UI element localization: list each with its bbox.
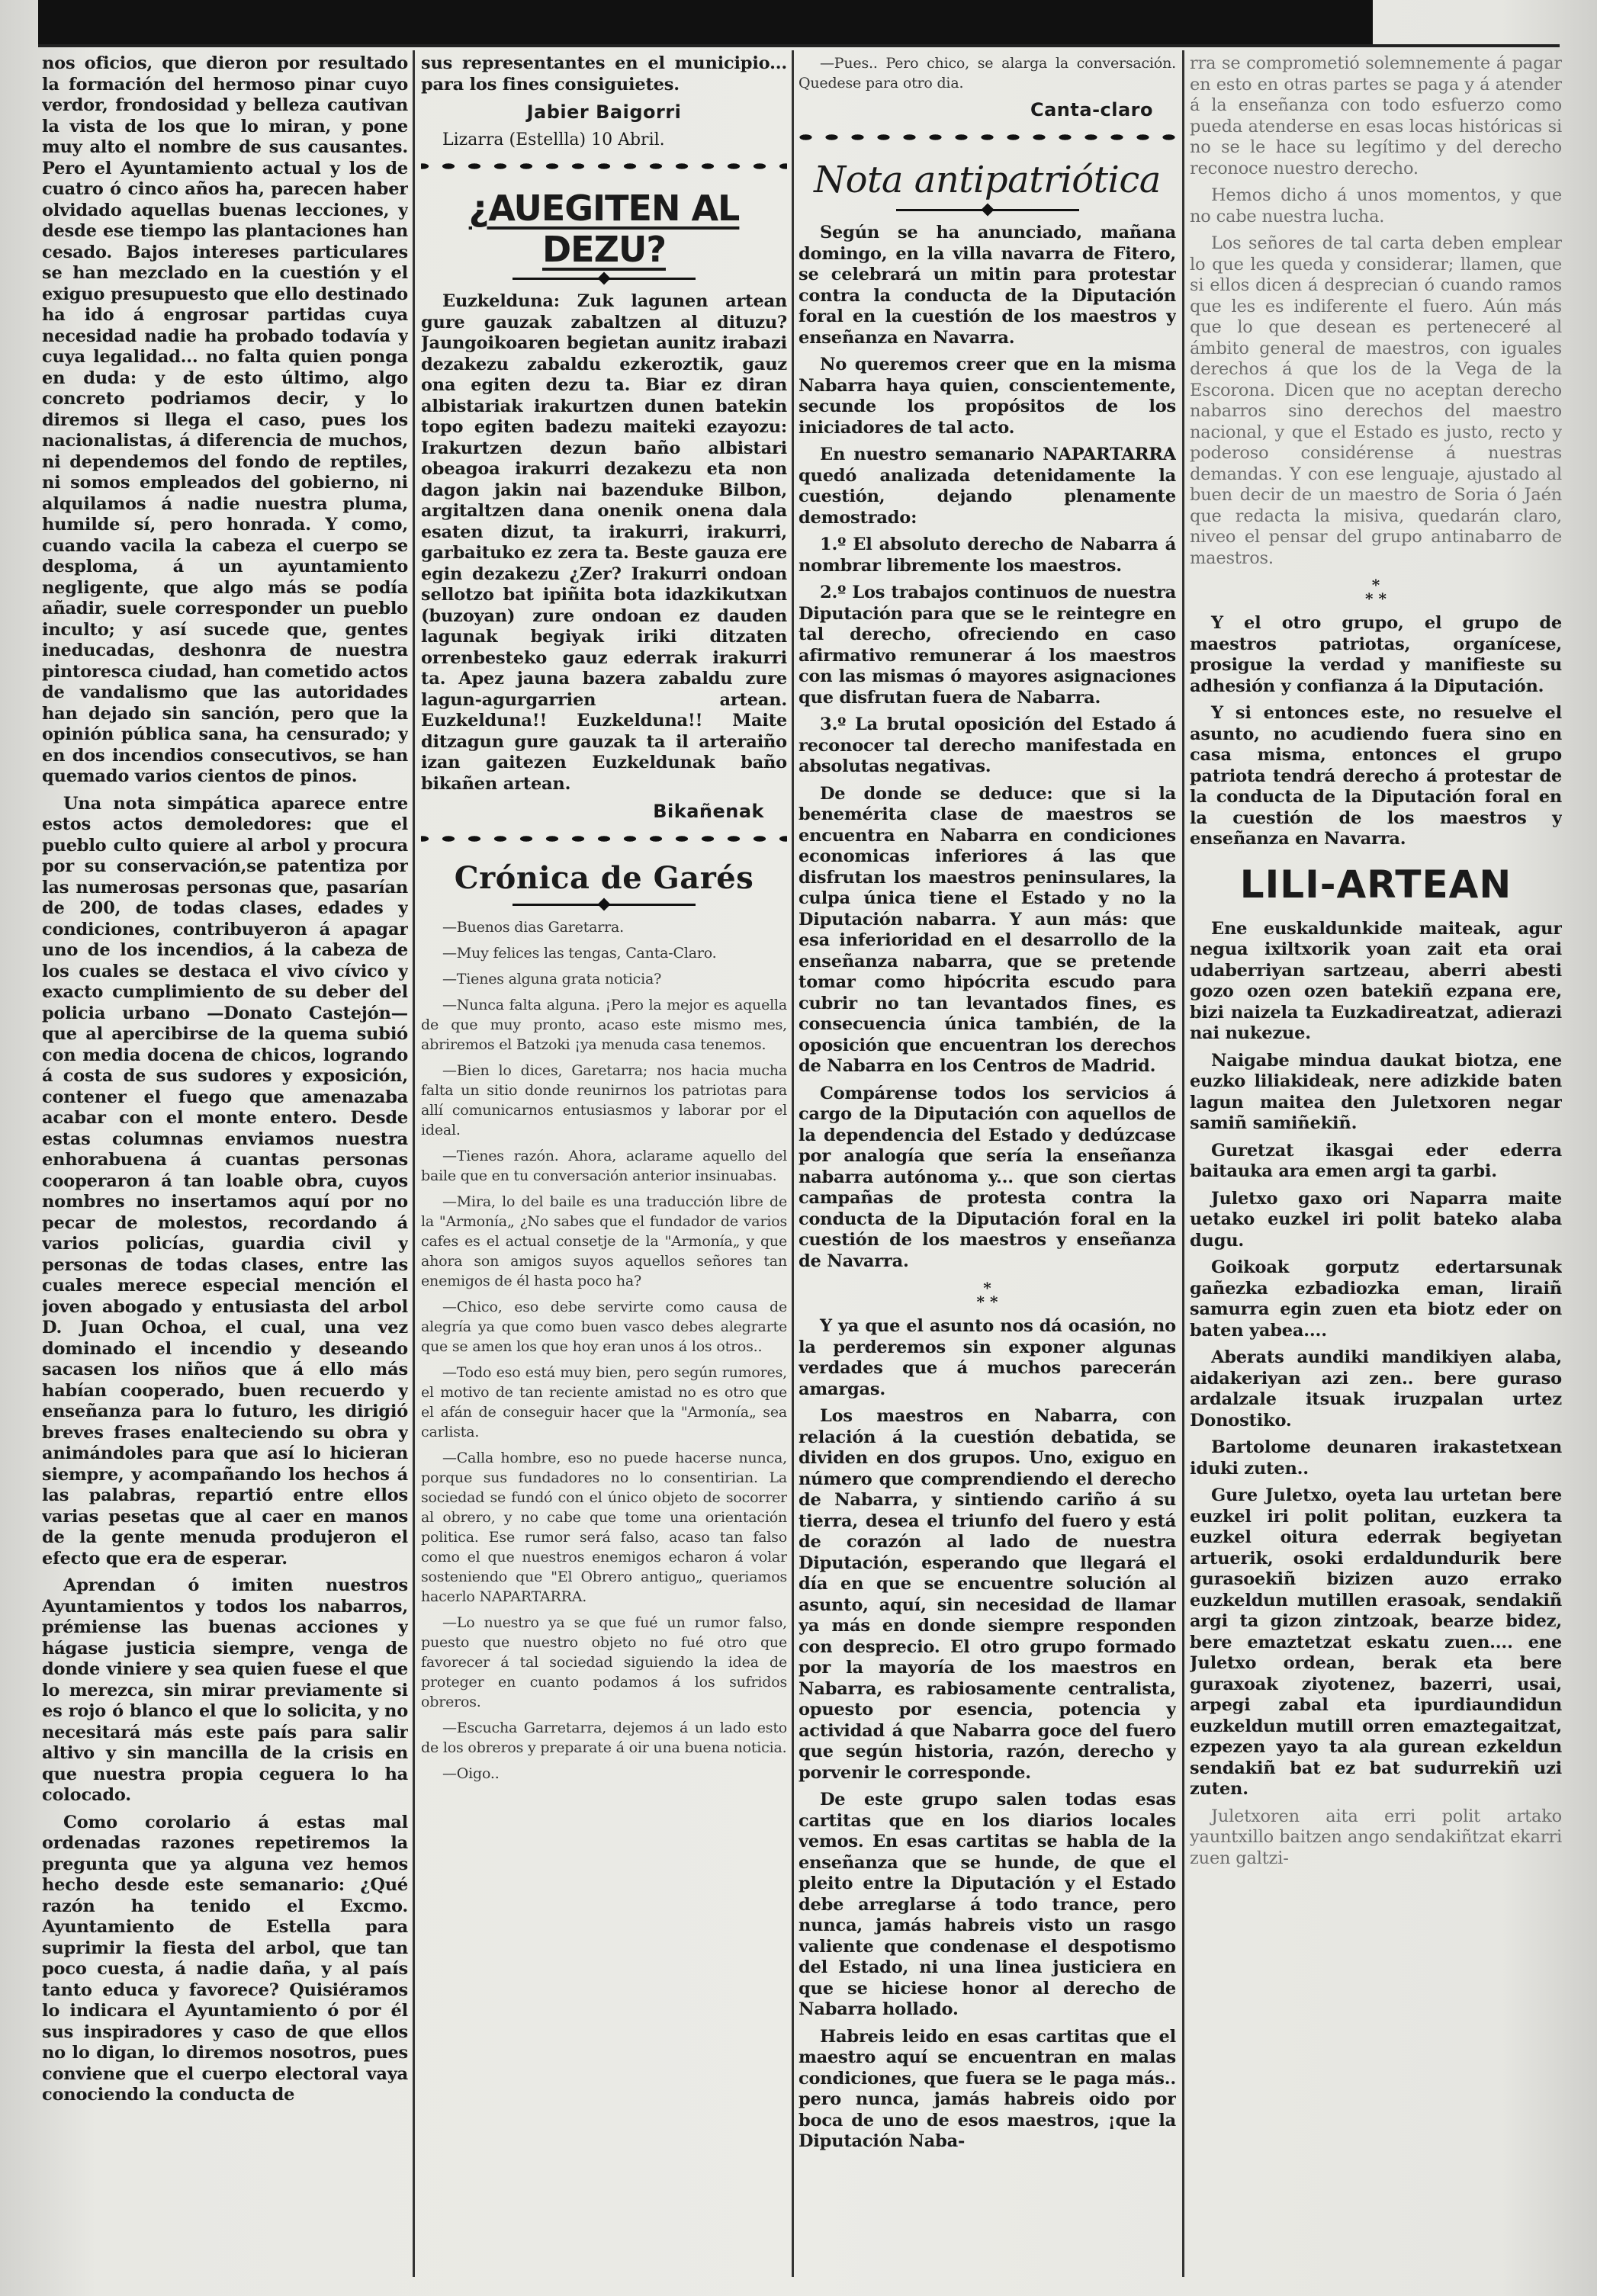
author-signature: Canta-claro — [1030, 99, 1153, 120]
article-paragraph: De este grupo salen todas esas cartitas que en los diarios locales vemos. En esas cartitas se habla de la enseñanza que se hunde, de que el pleito entre la Diputación y el Estado debe arreglarse á todo trance, pero nunca, jamás habreis visto un rasgo valiente que condenase el despotismo del Estado, ni una linea justiciera en que se hiciese honor al derecho de Nabarra hollado. — [798, 1790, 1176, 2019]
torn-header-edge — [38, 0, 1373, 44]
section-stars: * * * — [976, 1279, 998, 1311]
article-paragraph: Euzkelduna: Zuk lagunen artean gure gauzak zabaltzen al dituzu? Jaungoikoaren begietan aunitz irabazi dezakezu zabaldu ezkeroztik, gauz ona egiten dezu ta. Biar ez diran albistariak irakurtzen dunen batekin topo egiten badezu maiteki ezayozu: Irakurtzen dezun baño albistari obeagoa irakurri dezakezu eta non dagon jakin nai bazenduke Bilbon, argitaltzen dana onenik onena dala esaten dizut, ta irakurri, irakurri, garbaituko ez zera ta. Beste gauza ere egin dezakezu ¿Zer? Irakurri ondoan sellotzo bat ipiñita bota idazkikutxan (buzoyan) zure ondoan ez dauden lagunak begiyak iriki ditzaten orrenbesteko gauz ederrak irakurri ta. Apez jauna bazera zabaldu zure lagun-agurgarrien artean. Euzkelduna!! Euzkelduna!! Maite ditzagun gure gauzak ta il arteraiño izan gaitezen Euzkeldunak baño bikañen artean. — [421, 291, 787, 794]
author-signature: Jabier Baigorri — [526, 101, 682, 123]
article-paragraph: Como corolario á estas mal ordenadas razones repetiremos la pregunta que ya alguna vez hemos hecho desde este semanario: ¿Qué razón ha tenido el Excmo. Ayuntamiento de Estella para suprimir la fiesta del arbol, que tan poco cuesta, á nadie daña, y al país tanto educa y favorece? Quisiéramos lo indicara el Ayuntamiento ó por él sus inspiradores y caso de que ellos no lo digan, lo diremos nosotros, pues conviene que el cuerpo electoral vaya conociendo la conducta de — [42, 1812, 408, 2105]
dialogue-block — [421, 917, 787, 1784]
article-paragraph: rra se comprometió solemnemente á pagar en esto en otras partes se paga y á atender á la enseñanza con todo esfuerzo como pueda atenderse en esas locas históricas si no se le hace su legítimo y del derecho reconoce nuestro derecho. — [1190, 53, 1562, 178]
small-ornament — [513, 899, 696, 910]
dialogue-line: —Todo eso está muy bien, pero según rumores, el motivo de tan reciente amistad no es otro que el afán de conseguir hacer que la "Armonía„ sea carlista. — [421, 1364, 787, 1440]
dialogue-line: —Tienes razón. Ahora, aclarame aquello del baile que en tu conversación anterior insinuabas. — [421, 1148, 787, 1184]
article-paragraph: Goikoak gorputz edertarsunak gañezka ezbadiozka eman, liraiñ samurra egin zuen eta biotz eder on baten yabea.... — [1190, 1257, 1562, 1341]
dialogue-line: —Mira, lo del baile es una traducción libre de la "Armonía„ ¿No sabes que el fundador de varios cafes es el actual consetje de la "Armonía„ y que ahora son amigos suyos aquellos señores tan enemigos de él hasta poco ha? — [421, 1193, 787, 1289]
small-ornament — [513, 273, 696, 284]
dialogue-line: —Buenos dias Garetarra. — [442, 919, 624, 936]
article-paragraph: En nuestro semanario NAPARTARRA quedó analizada detenidamente la cuestión, dejando plenamente demostrado: — [798, 445, 1176, 528]
article-paragraph: Compárense todos los servicios á cargo de la Diputación con aquellos de la dependencia del Estado y dedúzcase por analogía que sería la enseñanza nabarra autónoma y... que son ciertas campañas de protesta contra la conducta de la Diputación foral en la cuestión de los maestros y enseñanza de Navarra. — [798, 1083, 1176, 1271]
column-divider — [1182, 50, 1184, 2277]
headline-basque: ¿AUEGITEN AL DEZU? — [468, 188, 740, 270]
headline-cronica: Crónica de Garés — [454, 860, 754, 896]
small-ornament — [896, 204, 1079, 215]
headline-lili-artean: LILI-ARTEAN — [1239, 862, 1512, 907]
column-2 — [421, 53, 787, 2280]
article-paragraph: 1.º El absoluto derecho de Nabarra á nombrar libremente los maestros. — [798, 535, 1176, 576]
article-paragraph: De donde se deduce: que si la benemérita clase de maestros se encuentra en Nabarra en condiciones economicas inferiores á las que disfrutan los maestros peninsulares, la culpa única tiene el Estado y no la Diputación nabarra. Y aun más: que esa inferioridad en el desarrollo de la enseñanza nabarra, que se pretende tomar como hipócrita escudo para cubrir no tan levantados fines, es consecuencia única también, de la oposición que encuentran los derechos de Nabarra en los Centros de Madrid. — [798, 783, 1176, 1076]
headline-nota: Nota antipatriótica — [814, 159, 1161, 201]
article-paragraph: Habreis leido en esas cartitas que el maestro aquí se encuentran en malas condiciones, que fuera se le paga más.. pero nunca, jamás habreis oido por boca de uno de esos maestros, ¡que la Diputación Naba- — [798, 2026, 1176, 2151]
top-rule — [38, 44, 1560, 47]
article-paragraph: Y el otro grupo, el grupo de maestros patriotas, organícese, prosigue la verdad y manifieste su adhesión y confianza á la Diputación. — [1190, 613, 1562, 696]
article-paragraph: Ene euskaldunkide maiteak, agur negua ixiltxorik yoan zait eta orai udaberriyan sartzeau, aberri abesti gozo ozen ozen batekiñ ezpana ere, bizi naizela ta Euzkadireatzat, adierazi nai nukezue. — [1190, 918, 1562, 1043]
dialogue-line: —Oigo.. — [442, 1765, 500, 1782]
article-paragraph: Y si entonces este, no resuelve el asunto, no acudiendo fuera sino en casa misma, entonces el grupo patriota tendrá derecho á protestar de la conducta de la Diputación foral en la cuestión de los maestros y enseñanza en Navarra. — [1190, 703, 1562, 849]
column-divider — [792, 50, 794, 2277]
author-signature: Bikañenak — [653, 801, 764, 822]
section-stars: * * * — [1365, 576, 1387, 608]
article-paragraph: Juletxoren aita erri polit artako yauntxillo baitzen ango sendakiñtzat ekarri zuen galtzi- — [1190, 1806, 1562, 1868]
article-paragraph: No queremos creer que en la misma Nabarra haya quien, conscientemente, secunde los propósitos de los iniciadores de tal acto. — [798, 355, 1176, 438]
dialogue-line: —Nunca falta alguna. ¡Pero la mejor es aquella de que muy pronto, acaso este mismo mes, abriremos el Batzoki ¡ya menuda casa tenemos. — [421, 997, 787, 1053]
dialogue-line: —Chico, eso debe servirte como causa de alegría ya que como buen vasco debes alegrarte que se amen los que hoy eran unos á los otros.. — [421, 1299, 787, 1355]
dialogue-line: —Lo nuestro ya se que fué un rumor falso, puesto que nuestro objeto no fué otro que favorecer á tal sociedad siguiendo la idea de proteger en cuanto podamos á los sufridos obreros. — [421, 1614, 787, 1710]
article-paragraph: Bartolome deunaren irakastetxean iduki zuten.. — [1190, 1437, 1562, 1479]
dialogue-line: —Pues.. Pero chico, se alarga la conversación. Quedese para otro dia. — [798, 55, 1176, 92]
article-paragraph: Y ya que el asunto nos dá ocasión, no la perderemos sin exponer algunas verdades que á muchos parecerán amargas. — [798, 1316, 1176, 1399]
ornamental-divider — [421, 830, 787, 848]
dialogue-line: —Escucha Garretarra, dejemos á un lado esto de los obreros y preparate á oir una buena noticia. — [421, 1720, 787, 1756]
dateline: Lizarra (Estellla) 10 Abril. — [442, 130, 665, 149]
column-3 — [798, 53, 1176, 2280]
dialogue-line: —Bien lo dices, Garetarra; nos hacia mucha falta un sitio donde reunirnos los patriotas para allí comunicarnos entusiasmos y laborar por el ideal. — [421, 1062, 787, 1138]
ornamental-divider — [421, 157, 787, 175]
dialogue-line: —Muy felices las tengas, Canta-Claro. — [442, 945, 717, 962]
article-paragraph: Naigabe mindua daukat biotza, ene euzko liliakideak, nere adizkide baten lagun maitea den Juletxoren negar samiñ samiñekiñ. — [1190, 1050, 1562, 1133]
column-4 — [1190, 53, 1562, 2280]
article-paragraph: Guretzat ikasgai eder ederra baitauka ara emen argi ta garbi. — [1190, 1140, 1562, 1181]
column-divider — [413, 50, 415, 2277]
article-paragraph: 3.º La brutal oposición del Estado á reconocer tal derecho manifestada en absolutas negativas. — [798, 714, 1176, 776]
article-paragraph: Los maestros en Nabarra, con relación á la cuestión debatida, se dividen en dos grupos. Uno, exiguo en número que comprendiendo el derecho de Nabarra, y sintiendo cariño á su tierra, desea el triunfo del fuero y está de corazón al lado de nuestra Diputación, esperando que llegará el día en que se encuentre solución al asunto, aquí, sin necesidad de llamar ya más en donde siempre responden con desprecio. El otro grupo formado por la mayoría de los maestros en Nabarra, es rabiosamente centralista, opuesto por esencia, potencia y actividad á que Nabarra goce del fuero que según historia, razón, derecho y porvenir le corresponde. — [798, 1406, 1176, 1783]
article-paragraph: sus representantes en el municipio... para los fines consiguietes. — [421, 53, 787, 95]
dialogue-line: —Calla hombre, eso no puede hacerse nunca, porque sus fundadores no lo consentirian. La sociedad se fundó con el único objeto de socorrer al obrero, y no cabe que tome una orientación politica. Ese rumor será falso, acaso tan falso como el que nuestros enemigos echaron á volar sosteniendo que "El Obrero antiguo„ queriamos hacerlo NAPARTARRA. — [421, 1450, 787, 1605]
article-paragraph: Los señores de tal carta deben emplear lo que les queda y considerar; llamen, que si ellos dicen á desprecian ó cuando ramos que les es indiferente el fuero. Aún más que lo que desean es perteneceré al ámbito general de maestros, con iguales derechos á que los de la Vega de la Escorona. Dicen que no aceptan derecho nabarros sino derechos del maestro nacional, y que el Estado es justo, recto y poderoso considérense á nuestras demandas. Y con ese lenguaje, ajustado al buen decir de un maestro de Soria ó Jaén que redacta la misiva, quedarán claro, niveo el pensar del grupo antinabarro de maestros. — [1190, 233, 1562, 568]
dialogue-line: —Tienes alguna grata noticia? — [442, 971, 662, 987]
article-paragraph: Hemos dicho á unos momentos, y que no cabe nuestra lucha. — [1190, 185, 1562, 226]
article-paragraph: Gure Juletxo, oyeta lau urtetan bere euzkel iri polit politan, euzkera ta euzkel oitura ederrak begiyetan artuerik, osoki erdaldundurik bere gurasoekiñ bizizen auzo errako euzkeldun mutillen erasoak, sendakiñ argi ta gizon zintzoak, bearze bidez, bere emaztetzat eskatu zuen.... ene Juletxo ordean, berak eta bere guraxoak ziyotenez, bazerri, usai, arpegi zabal eta ipurdiaundidun euzkeldun mutill orren emaztegaitzat, ezpezen yayo ta ala gurean ezkeldun sendakiñ bat ez bat sudurrekiñ uzi zuten. — [1190, 1485, 1562, 1799]
article-paragraph: 2.º Los trabajos continuos de nuestra Diputación para que se le reintegre en tal derecho, ofreciendo en caso afirmativo remunerar á los maestros con las mismas ó mayores asignaciones que disfrutan fuera de Nabarra. — [798, 583, 1176, 708]
article-paragraph: Según se ha anunciado, mañana domingo, en la villa navarra de Fitero, se celebrará un mitin para protestar contra la conducta de la Diputación foral en la cuestión de los maestros y enseñanza en Navarra. — [798, 223, 1176, 348]
ornamental-divider — [798, 128, 1176, 146]
article-paragraph: nos oficios, que dieron por resultado la formación del hermoso pinar cuyo verdor, frondosidad y belleza cautivan la vista de los que lo miran, y pone muy alto el nombre de sus causantes. Pero el Ayuntamiento actual y los de cuatro ó cinco años ha, parecen haber olvidado aquellas buenas lecciones, y desde ese tiempo las plantaciones han cesado. Bajos intereses particulares se han mezclado en la cuestión y el exiguo presupuesto que ello destinado ha ido á engrosar partidas cuya necesidad nadie ha probado todavía y cuya legalidad... no falta quien ponga en duda: y de esto último, algo concreto podriamos decir, y lo diremos si llega el caso, pues los nacionalistas, á diferencia de muchos, ni dependemos del fondo de reptiles, ni somos empleados del gobierno, ni alquilamos á nadie nuestra pluma, humilde sí, pero honrada. Y como, cuando vacila la cabeza el cuerpo se desploma, á un ayuntamiento negligente, que algo más se podía añadir, suele corresponder un pueblo inculto; y así sucede que, gentes ineducadas, deshonra de nuestra pintoresca ciudad, han cometido actos de vandalismo que las autoridades han dejado sin sanción, pero que la opinión pública sana, ha censurado; y en dos incendios consecutivos, se han quemado varios cientos de pinos. — [42, 53, 408, 786]
article-paragraph: Aprendan ó imiten nuestros Ayuntamientos y todos los nabarros, prémiense las buenas acciones y hágase justicia siempre, venga de donde viniere y sea quien fuese el que lo merezca, sin mirar previamente si es rojo ó blanco el que lo solicita, y no necesitará más este país para salir altivo y sin mancilla de la crisis en que nuestra propia ceguera lo ha colocado. — [42, 1575, 408, 1805]
article-paragraph: Una nota simpática aparece entre estos actos demoledores: que el pueblo culto quiere al arbol y procura por su conservación,se patentiza por las numerosas personas que, pasarían de 200, de todas clases, edades y condiciones, contribuyeron á apagar uno de los incendios, á la cabeza de los cuales se destaca el vivo cívico y exacto cumplimiento de su deber del policia urbano —Donato Castejón—que al apercibirse de la quema subió con media docena de chicos, logrando á costa de sus sudores y exposición, contener el fuego que amenazaba acabar con el monte entero. Desde estas columnas enviamos nuestra enhorabuena á cuantas personas cooperaron á tan loable obra, cuyos nombres no insertamos aquí por no pecar de molestos, recordando á varios policías, guardia civil y personas de todas clases, entre las cuales merece especial mención el joven abogado y entusiasta del arbol D. Juan Ochoa, el cual, una vez dominado el incendio y deseando sacasen los niños que á ello más habían cooperado, buen recuerdo y enseñanza para lo futuro, les dirigió breves frases enalteciendo su obra y animándoles para que así lo hicieran siempre, y acompañando los hechos á las palabras, repartió entre ellos varias pesetas que al caer en manos de la gente menuda produjeron el efecto que era de esperar. — [42, 793, 408, 1569]
column-1 — [42, 53, 408, 2280]
article-paragraph: Aberats aundiki mandikiyen alaba, aidakeriyan azi zen.. bere guraso ardalzale itsuak iruzpalan urtez Donostiko. — [1190, 1347, 1562, 1431]
article-paragraph: Juletxo gaxo ori Naparra maite uetako euzkel iri polit bateko alaba dugu. — [1190, 1188, 1562, 1251]
